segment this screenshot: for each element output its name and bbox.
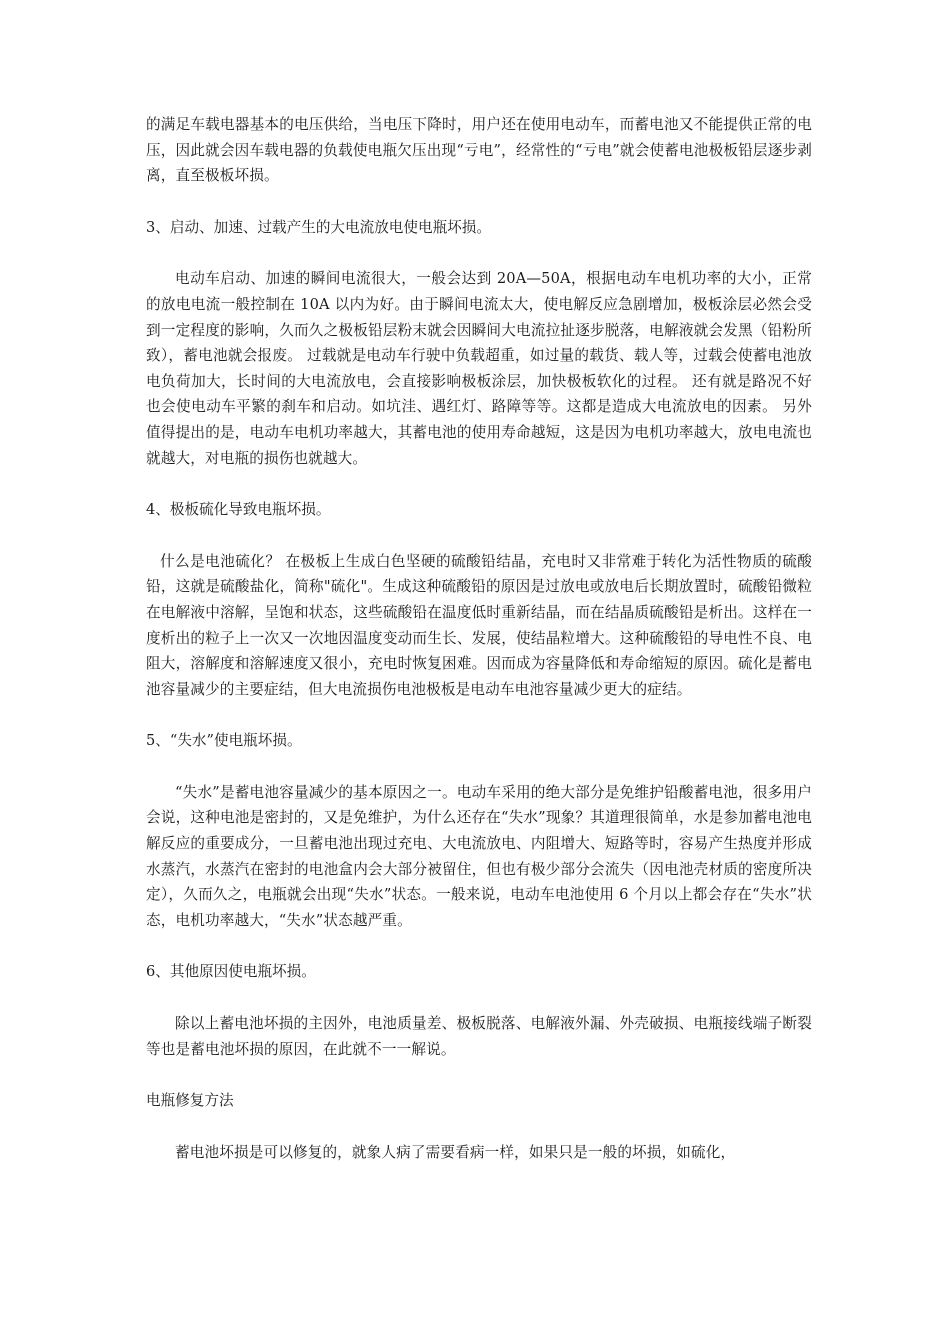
spacer [146,933,812,959]
paragraph-sulfation: 什么是电池硫化？ 在极板上生成白色坚硬的硫酸铅结晶，充电时又非常难于转化为活性物质的硫酸铅，这就是硫酸盐化，简称"硫化"。生成这种硫酸铅的原因是过放电或放电后长期放置时，硫酸铅微粒在电解液中溶解，呈饱和状态，这些硫酸铅在温度低时重新结晶，而在结晶质硫酸铅是析出。这样在一度析出的粒子上一次又一次地因温度变动而生长、发展，使结晶粒增大。这种硫酸铅的导电性不良、电阻大，溶解度和溶解速度又很小，充电时恢复困难。因而成为容量降低和寿命缩短的原因。硫化是蓄电池容量减少的主要症结，但大电流损伤电池极板是电动车电池容量减少更大的症结。 [146,552,812,698]
spacer [146,754,812,780]
spacer [146,1114,812,1140]
paragraph-other-causes: 除以上蓄电池坏损的主因外，电池质量差、极板脱落、电解液外漏、外壳破损、电瓶接线端子断裂等也是蓄电池坏损的原因，在此就不一一解说。 [146,1015,812,1058]
paragraph-undervoltage: 的满足车载电器基本的电压供给，当电压下降时，用户还在使用电动车，而蓄电池又不能提供正常的电压，因此就会因车载电器的负载使电瓶欠压出现“亏电”，经常性的“亏电”就会使蓄电池极板铅层逐步剥离，直至极板坏损。 [146,116,812,185]
spacer [146,523,812,549]
section-heading-repair: 电瓶修复方法 [146,1092,234,1110]
section-heading-5: 5、“失水”使电瓶坏损。 [146,732,302,750]
spacer [146,1062,812,1088]
section-heading-4: 4、极板硫化导致电瓶坏损。 [146,501,331,519]
paragraph-repair-intro: 蓄电池坏损是可以修复的，就象人病了需要看病一样，如果只是一般的坏损，如硫化， [175,1143,736,1161]
spacer [146,702,812,728]
spacer [146,985,812,1011]
section-heading-6: 6、其他原因使电瓶坏损。 [146,963,316,981]
section-heading-3: 3、启动、加速、过载产生的大电流放电使电瓶坏损。 [146,218,491,236]
spacer [146,189,812,215]
spacer [146,240,812,266]
paragraph-water-loss: “失水”是蓄电池容量减少的基本原因之一。电动车采用的绝大部分是免维护铅酸蓄电池，很多用户会说，这种电池是密封的，又是免维护，为什么还存在“失水”现象？其道理很简单，水是参加蓄电池电解反应的重要成分，一旦蓄电池出现过充电、大电流放电、内阻增大、短路等时，容易产生热度并形成水蒸汽，水蒸汽在密封的电池盒内会大部分被留住，但也有极少部分会流失（因电池壳材质的密度所决定），久而久之，电瓶就会出现“失水”状态。一般来说，电动车电池使用 6 个月以上都会存在“失水”状态，电机功率越大，“失水”状态越严重。 [146,783,812,929]
document-body [146,112,812,1165]
spacer [146,471,812,497]
paragraph-high-current: 电动车启动、加速的瞬间电流很大，一般会达到 20A—50A，根据电动车电机功率的大小，正常的放电电流一般控制在 10A 以内为好。由于瞬间电流太大，使电解反应急剧增加，极板涂层必然会受到一定程度的影响，久而久之极板铅层粉末就会因瞬间大电流拉扯逐步脱落，电解液就会发黑（铅粉所致），蓄电池就会报废。 过载就是电动车行驶中负载超重，如过量的载货、载人等，过载会使蓄电池放电负荷加大，长时间的大电流放电，会直接影响极板涂层，加快极板软化的过程。 还有就是路况不好也会使电动车平繁的刹车和启动。如坑洼、遇红灯、路障等等。这都是造成大电流放电的因素。 另外值得提出的是，电动车电机功率越大，其蓄电池的使用寿命越短，这是因为电机功率越大，放电电流也就越大，对电瓶的损伤也就越大。 [146,270,812,467]
